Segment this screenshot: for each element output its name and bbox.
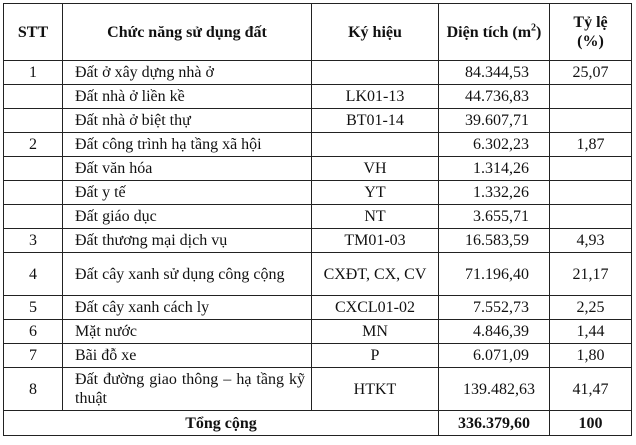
cell-area: 6.302,23 [439,133,550,157]
cell-ratio: 41,47 [550,368,632,411]
table-row [4,253,632,296]
total-label: Tổng cộng [4,411,439,436]
cell-area: 3.655,71 [439,205,550,229]
cell-ratio [550,85,632,109]
land-use-table [3,3,632,436]
cell-area: 16.583,59 [439,229,550,253]
header-area-suffix: ) [536,23,542,41]
total-area: 336.379,60 [439,411,550,436]
cell-symbol: VH [312,157,439,181]
cell-stt: 8 [4,368,63,411]
cell-ratio: 4,93 [550,229,632,253]
cell-area: 71.196,40 [439,253,550,296]
table-row [4,229,632,253]
total-ratio: 100 [550,411,632,436]
cell-stt: 2 [4,133,63,157]
cell-function: Đất công trình hạ tầng xã hội [63,133,312,157]
cell-function: Mặt nước [63,320,312,344]
header-area-prefix: Diện tích (m [446,23,532,41]
header-symbol: Ký hiệu [312,4,439,61]
header-area [439,4,550,61]
table-row [4,109,632,133]
header-stt: STT [4,4,63,61]
cell-ratio: 25,07 [550,61,632,85]
cell-symbol: LK01-13 [312,85,439,109]
cell-area: 44.736,83 [439,85,550,109]
table-row [4,61,632,85]
table-row [4,157,632,181]
cell-stt [4,205,63,229]
cell-function: Đất thương mại dịch vụ [63,229,312,253]
cell-function: Đất cây xanh cách ly [63,296,312,320]
cell-function: Đất giáo dục [63,205,312,229]
total-row [4,411,632,436]
cell-symbol [312,61,439,85]
cell-function: Đất nhà ở liền kề [63,85,312,109]
cell-symbol: CXCL01-02 [312,296,439,320]
cell-symbol: NT [312,205,439,229]
cell-ratio [550,205,632,229]
cell-stt: 1 [4,61,63,85]
cell-area: 139.482,63 [439,368,550,411]
cell-symbol: YT [312,181,439,205]
cell-area: 84.344,53 [439,61,550,85]
table-row [4,320,632,344]
table-row [4,85,632,109]
table-row [4,296,632,320]
cell-stt [4,181,63,205]
cell-ratio [550,181,632,205]
cell-symbol: P [312,344,439,368]
cell-area: 39.607,71 [439,109,550,133]
cell-area: 6.071,09 [439,344,550,368]
cell-stt [4,157,63,181]
cell-ratio [550,157,632,181]
cell-ratio: 1,44 [550,320,632,344]
cell-ratio: 1,80 [550,344,632,368]
cell-ratio: 21,17 [550,253,632,296]
table-row [4,205,632,229]
cell-stt [4,109,63,133]
table-row [4,133,632,157]
header-area-superscript: 2 [531,22,537,34]
cell-function: Đất văn hóa [63,157,312,181]
header-ratio-line2: (%) [577,33,604,50]
cell-stt [4,85,63,109]
cell-symbol [312,133,439,157]
cell-ratio: 2,25 [550,296,632,320]
cell-function: Đất đường giao thông – hạ tầng kỹ thuật [63,368,312,411]
cell-ratio [550,109,632,133]
header-row [4,4,632,61]
cell-stt: 6 [4,320,63,344]
cell-symbol: TM01-03 [312,229,439,253]
header-function: Chức năng sử dụng đất [63,4,312,61]
cell-symbol: BT01-14 [312,109,439,133]
cell-function: Đất y tế [63,181,312,205]
table-row [4,181,632,205]
cell-stt: 4 [4,253,63,296]
header-ratio [550,4,632,61]
cell-symbol: CXĐT, CX, CV [312,253,439,296]
table-row [4,368,632,411]
cell-function: Đất nhà ở biệt thự [63,109,312,133]
cell-function: Đất cây xanh sử dụng công cộng [63,253,312,296]
table-row [4,344,632,368]
cell-area: 4.846,39 [439,320,550,344]
cell-function: Bãi đỗ xe [63,344,312,368]
cell-area: 7.552,73 [439,296,550,320]
cell-stt: 5 [4,296,63,320]
cell-ratio: 1,87 [550,133,632,157]
cell-stt: 3 [4,229,63,253]
cell-function: Đất ở xây dựng nhà ở [63,61,312,85]
cell-area: 1.314,26 [439,157,550,181]
cell-area: 1.332,26 [439,181,550,205]
cell-symbol: HTKT [312,368,439,411]
cell-stt: 7 [4,344,63,368]
header-ratio-line1: Tỷ lệ [573,14,608,31]
cell-symbol: MN [312,320,439,344]
